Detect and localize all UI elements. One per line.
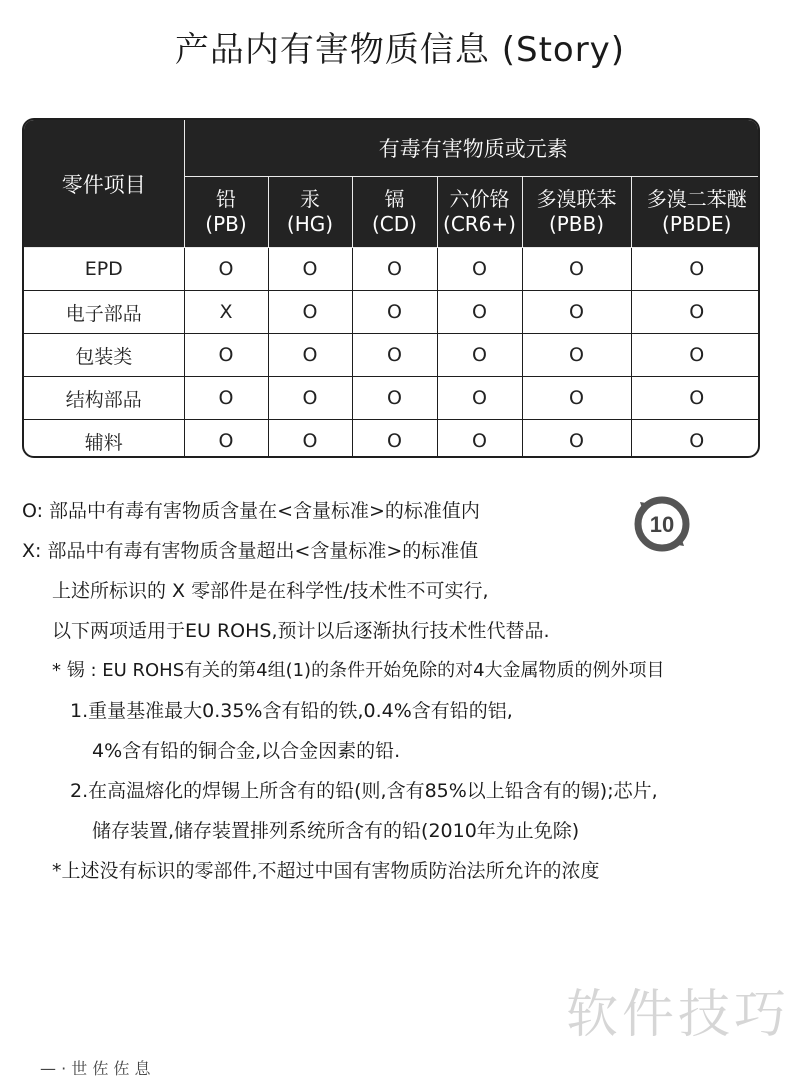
table-cell: O <box>522 291 631 334</box>
row-part-label: EPD <box>24 248 184 291</box>
column-header-cadmium: 镉 (CD) <box>352 177 437 248</box>
table-cell: O <box>268 248 352 291</box>
table-cell: X <box>184 291 268 334</box>
table-cell: O <box>631 377 760 420</box>
column-header-lead: 铅 (PB) <box>184 177 268 248</box>
o-symbol-note: O: 部品中有毒有害物质含量在<含量标准>的标准值内 <box>22 500 480 522</box>
table-cell: O <box>352 377 437 420</box>
table-cell: O <box>522 377 631 420</box>
table-cell: O <box>268 377 352 420</box>
exemption-item-1-continuation: 4%含有铅的铜合金,以合金因素的铅. <box>92 740 401 762</box>
table-cell: O <box>184 248 268 291</box>
eco-period-10-icon <box>626 494 698 554</box>
final-note: *上述没有标识的零部件,不超过中国有害物质防治法所允许的浓度 <box>52 860 600 882</box>
table-cell: O <box>184 334 268 377</box>
table-cell: O <box>268 291 352 334</box>
table-cell: O <box>352 334 437 377</box>
x-note-continuation: 上述所标识的 X 零部件是在科学性/技术性不可实行, <box>52 580 489 602</box>
table-cell: O <box>631 291 760 334</box>
hazardous-substance-table <box>22 118 760 458</box>
exemption-item-1: 1.重量基准最大0.35%含有铅的铁,0.4%含有铅的铝, <box>70 700 513 722</box>
table-row <box>24 420 760 459</box>
row-part-label: 结构部品 <box>24 377 184 420</box>
table-cell: O <box>631 334 760 377</box>
column-header-pbde: 多溴二苯醚 (PBDE) <box>631 177 760 248</box>
substance-group-header: 有毒有害物质或元素 <box>184 120 760 177</box>
footer-fragment: — · 世 佐 佐 息 <box>40 1059 151 1078</box>
table-cell: O <box>437 334 522 377</box>
table-cell: O <box>184 420 268 459</box>
table-cell: O <box>522 248 631 291</box>
x-note-continuation: 以下两项适用于EU ROHS,预计以后逐渐执行技术性代替品. <box>52 620 550 642</box>
table-cell: O <box>631 248 760 291</box>
table-cell: O <box>522 334 631 377</box>
part-column-header: 零件项目 <box>24 120 184 248</box>
x-symbol-note: X: 部品中有毒有害物质含量超出<含量标准>的标准值 <box>22 540 479 562</box>
table-cell: O <box>522 420 631 459</box>
row-part-label: 辅料 <box>24 420 184 459</box>
column-header-pbb: 多溴联苯 (PBB) <box>522 177 631 248</box>
table-cell: O <box>437 291 522 334</box>
table-row <box>24 291 760 334</box>
table-cell: O <box>352 420 437 459</box>
column-header-mercury: 汞 (HG) <box>268 177 352 248</box>
table-cell: O <box>184 377 268 420</box>
table-row <box>24 248 760 291</box>
table-cell: O <box>352 248 437 291</box>
table-cell: O <box>631 420 760 459</box>
row-part-label: 电子部品 <box>24 291 184 334</box>
svg-text:10: 10 <box>649 512 675 537</box>
table-cell: O <box>268 420 352 459</box>
page-title: 产品内有害物质信息 (Story) <box>174 30 626 70</box>
table-row <box>24 377 760 420</box>
table-cell: O <box>352 291 437 334</box>
exemption-item-2-continuation: 储存装置,储存装置排列系统所含有的铅(2010年为止免除) <box>92 820 580 842</box>
table-row <box>24 334 760 377</box>
row-part-label: 包装类 <box>24 334 184 377</box>
table-cell: O <box>437 248 522 291</box>
table-cell: O <box>437 420 522 459</box>
column-header-chromium: 六价铬 (CR6+) <box>437 177 522 248</box>
table-cell: O <box>437 377 522 420</box>
watermark: 软件技巧 <box>566 985 791 1045</box>
exemption-item-2: 2.在高温熔化的焊锡上所含有的铅(则,含有85%以上铅含有的锡);芯片, <box>70 780 658 802</box>
tin-exemption-note: * 锡 : EU ROHS有关的第4组(1)的条件开始免除的对4大金属物质的例外项目 <box>52 660 665 681</box>
table-cell: O <box>268 334 352 377</box>
